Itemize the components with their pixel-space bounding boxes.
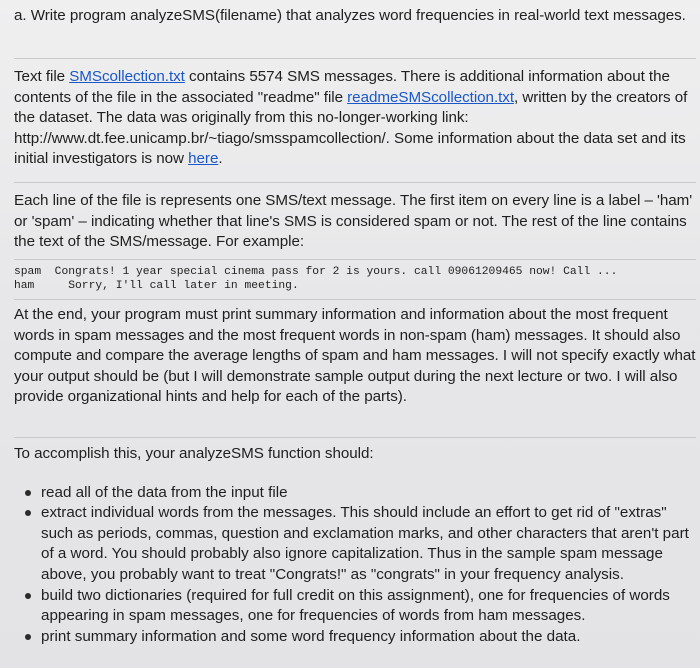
here-link[interactable]: here (188, 150, 219, 168)
intro-paragraph (14, 67, 696, 170)
tasks-list (14, 483, 696, 648)
bullet-icon (25, 490, 31, 496)
readme-link[interactable]: readmeSMScollection.txt (347, 88, 514, 106)
list-item: print summary information and some word frequency information about the data. (14, 627, 696, 648)
tasks-section (14, 437, 696, 647)
assignment-header (14, 6, 696, 27)
list-item: extract individual words from the messages. This should include an effort to get rid of "extras" such as periods, commas, question and exclamation marks, and other characters that aren't part of a word. You should probably also ignore capitalization. Thus in the sample spam message above, you probably want to treat "Congrats!" as "congrats" in your frequency analysis. (14, 503, 696, 585)
format-paragraph: Each line of the file is represents one SMS/text message. The first item on every line is a label – 'ham' or 'spam' – indicating whether that line's SMS is considered spam or not. The rest of the line contains the text of the SMS/message. For example: (14, 192, 693, 251)
intro-text-2: contains 5574 SMS messages. There is additional information about the contents of the file in the associated "readme" file (14, 68, 670, 106)
intro-text-4: . (218, 150, 223, 168)
assignment-title: a. Write program analyzeSMS(filename) that analyzes word frequencies in real-world text messages. (14, 7, 686, 24)
intro-section (14, 58, 696, 170)
bullet-icon (25, 510, 31, 516)
summary-section (14, 299, 696, 408)
format-section (14, 182, 696, 253)
sms-collection-link[interactable]: SMScollection.txt (69, 68, 185, 85)
tasks-intro: To accomplish this, your analyzeSMS function should: (14, 445, 374, 462)
bullet-icon (25, 634, 31, 640)
intro-text-3: , written by the creators of the dataset. The data was originally from this no-longer-working link: http://www.dt.fee.unicamp.br/~tiago/smsspamcollection/. Some information about the data set and its initial investigators is now (14, 88, 688, 168)
bullet-icon (25, 593, 31, 599)
example-line-spam: spam Congrats! 1 year special cinema pass for 2 is yours. call 09061209465 now! Call ... (14, 266, 618, 278)
list-item: build two dictionaries (required for full credit on this assignment), one for frequencies of words appearing in spam messages, one for frequencies of words from ham messages. (14, 586, 696, 627)
intro-text-1: Text file (14, 68, 70, 85)
example-section (14, 259, 696, 293)
summary-paragraph: At the end, your program must print summary information and information about the most frequent words in spam messages and the most frequent words in non-spam (ham) messages. It should also compute and compare the average lengths of spam and ham messages. I will not specify exactly what your output should be (but I will demonstrate sample output during the next lecture or two. I will also provide organizational hints and help for each of the parts). (14, 306, 696, 406)
list-item: read all of the data from the input file (14, 483, 696, 504)
example-line-ham: ham Sorry, I'll call later in meeting. (14, 280, 299, 292)
